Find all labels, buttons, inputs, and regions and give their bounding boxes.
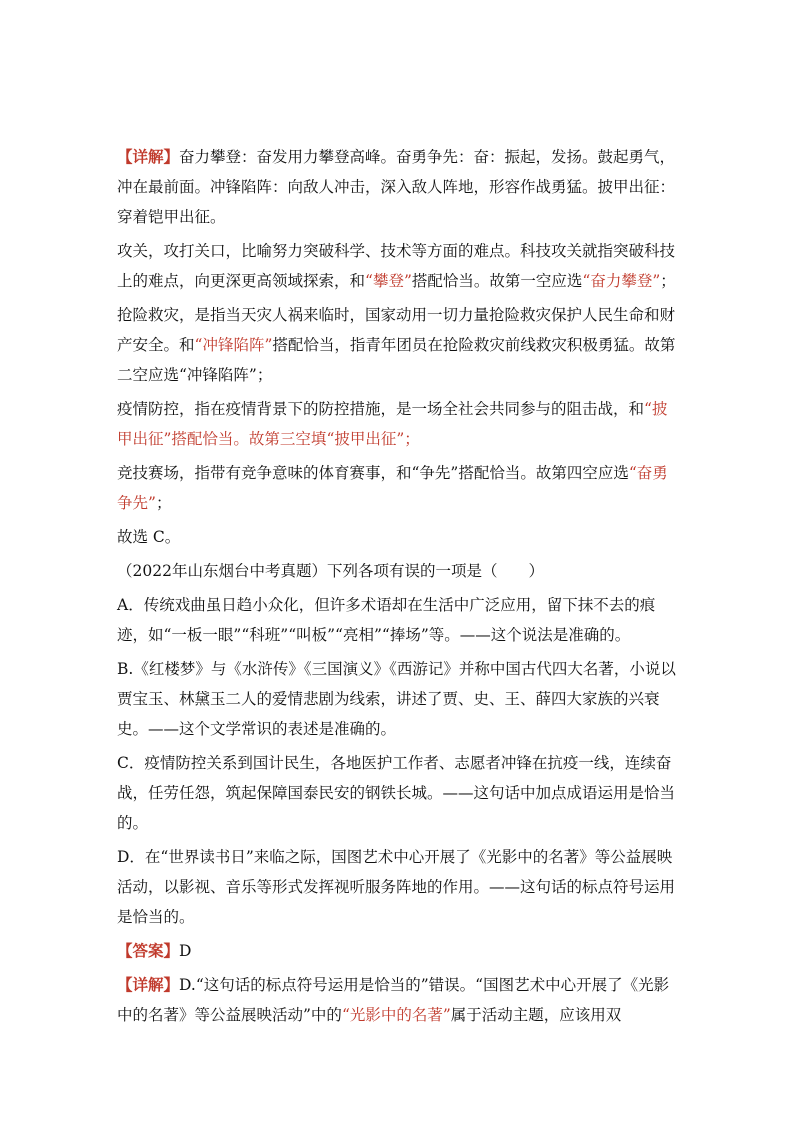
detail-label-2: 【详解】 bbox=[117, 975, 180, 994]
detail-label: 【详解】 bbox=[117, 147, 180, 166]
option-d: D．在“世界读书日”来临之际，国图艺术中心开展了《光影中的名著》等公益展映活动，以影视、音乐等形式发挥视听服务阵地的作用。——这句话的标点符号运用是恰当的。 bbox=[117, 848, 676, 926]
document-page bbox=[117, 142, 679, 1034]
detail-paragraph-4: 疫情防控，指在疫情背景下的防控措施，是一场全社会共同参与的阻击战，和“披甲出征”搭配恰当。故第三空填“披甲出征”； bbox=[117, 400, 668, 448]
detail-paragraph-last: 【详解】D.“这句话的标点符号运用是恰当的”错误。“国图艺术中心开展了《光影中的名著》等公益展映活动”中的“光影中的名著”属于活动主题，应该用双 bbox=[117, 975, 670, 1024]
detail-paragraph-1: 【详解】奋力攀登：奋发用力攀登高峰。奋勇争先：奋：振起，发扬。鼓起勇气，冲在最前面。冲锋陷阵：向敌人冲击，深入敌人阵地，形容作战勇猛。披甲出征：穿着铠甲出征。 bbox=[117, 147, 676, 226]
answer-line bbox=[117, 936, 679, 966]
option-c: C．疫情防控关系到国计民生，各地医护工作者、志愿者冲锋在抗疫一线，连续奋战，任劳任怨，筑起保障国泰民安的钢铁长城。——这句话中加点成语运用是恰当的。 bbox=[117, 754, 676, 832]
detail-paragraph-2: 攻关，攻打关口，比喻努力突破科学、技术等方面的难点。科技攻关就指突破科技上的难点，向更深更高领域探索，和“攀登”搭配恰当。故第一空应选“奋力攀登”； bbox=[117, 242, 676, 290]
detail-paragraph-5: 竞技赛场，指带有竞争意味的体育赛事，和“争先”搭配恰当。故第四空应选“奋勇争先”； bbox=[117, 464, 668, 512]
answer-value: D bbox=[179, 942, 192, 960]
option-b: B.《红楼梦》与《水浒传》《三国演义》《西游记》并称中国古代四大名著，小说以贾宝玉、林黛玉二人的爱情悲剧为线索，讲述了贾、史、王、薛四大家族的兴衰史。——这个文学常识的表述是准确的。 bbox=[117, 660, 676, 738]
conclusion: 故选 C。 bbox=[117, 528, 181, 546]
answer-label: 【答案】 bbox=[117, 941, 180, 960]
question-stem: （2022年山东烟台中考真题）下列各项有误的一项是（ ） bbox=[117, 562, 544, 580]
detail-paragraph-3: 抢险救灾，是指当天灾人祸来临时，国家动用一切力量抢险救灾保护人民生命和财产安全。和“冲锋陷阵”搭配恰当，指青年团员在抢险救灾前线救灾积极勇猛。故第二空应选“冲锋陷阵”； bbox=[117, 306, 676, 384]
option-a: A．传统戏曲虽日趋小众化，但许多术语却在生活中广泛应用，留下抹不去的痕迹，如“一板一眼”“科班”“叫板”“亮相”“捧场”等。——这个说法是准确的。 bbox=[117, 596, 656, 644]
